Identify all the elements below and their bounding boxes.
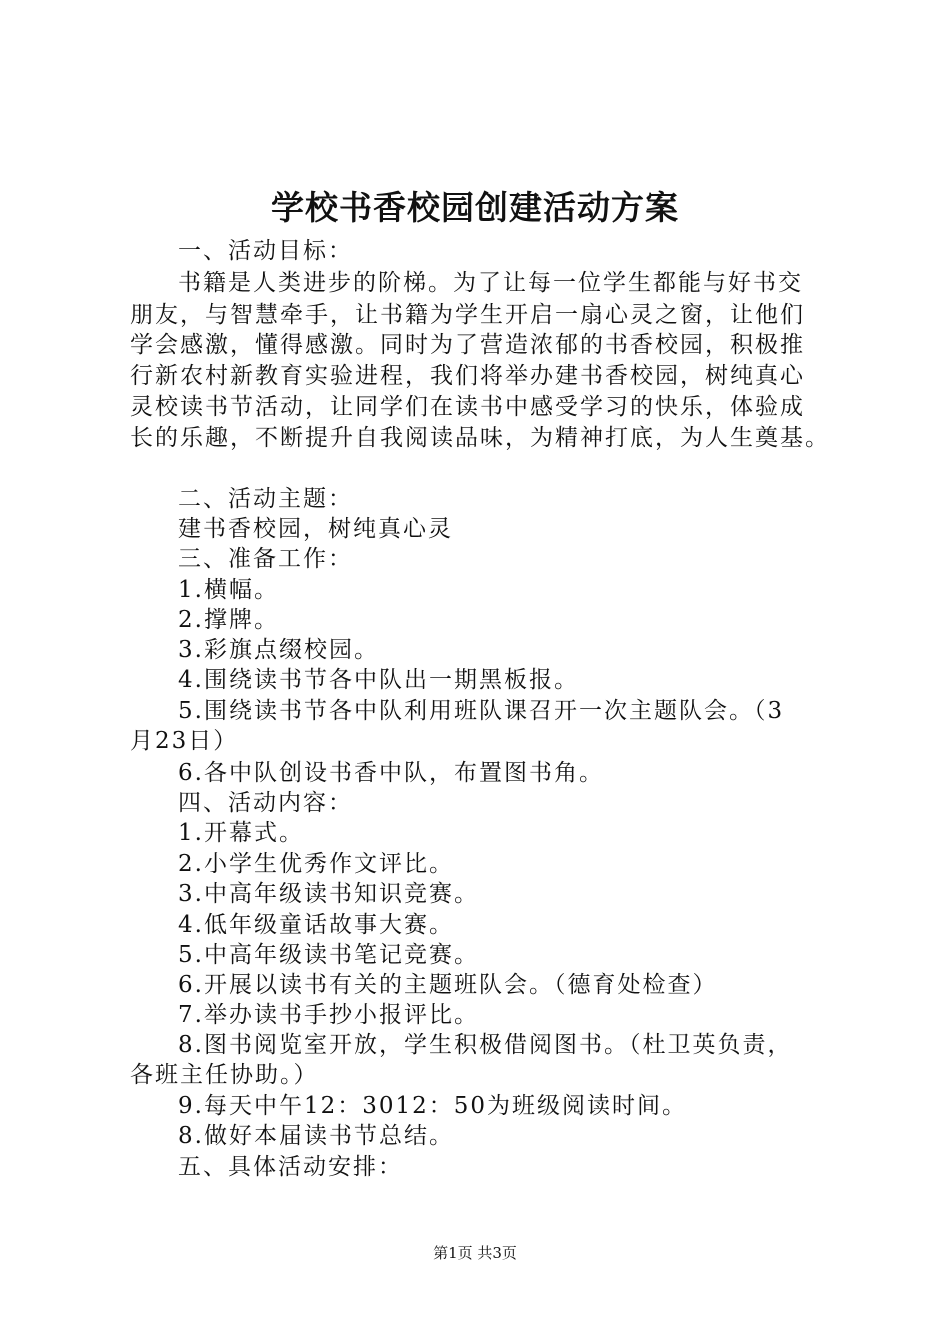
section-1-line-5: 灵校读书节活动，让同学们在读书中感受学习的快乐，体验成 [130,394,805,420]
section-4-item-2: 2.小学生优秀作文评比。 [178,851,454,877]
section-3-item-5: 5.围绕读书节各中队利用班队课召开一次主题队会。（3 [178,698,785,724]
section-1-heading: 一、活动目标： [178,238,353,264]
section-1-line-6: 长的乐趣，不断提升自我阅读品味，为精神打底，为人生奠基。 [130,425,830,451]
section-4-heading: 四、活动内容： [178,790,353,816]
section-3-item-4: 4.围绕读书节各中队出一期黑板报。 [178,667,579,693]
section-1-line-1: 书籍是人类进步的阶梯。为了让每一位学生都能与好书交 [178,270,803,296]
section-1-line-2: 朋友，与智慧牵手，让书籍为学生开启一扇心灵之窗，让他们 [130,302,805,328]
section-4-item-5: 5.中高年级读书笔记竞赛。 [178,942,479,968]
page-footer: 第1页 共3页 [433,1244,517,1262]
section-3-item-1: 1.横幅。 [178,577,279,603]
section-2-theme: 建书香校园，树纯真心灵 [178,516,453,542]
section-3-item-5-cont: 月23日） [130,728,239,754]
section-4-item-1: 1.开幕式。 [178,820,304,846]
section-3-heading: 三、准备工作： [178,546,353,572]
section-4-item-4: 4.低年级童话故事大赛。 [178,912,454,938]
section-4-item-10: 8.做好本届读书节总结。 [178,1123,454,1149]
section-4-item-3: 3.中高年级读书知识竞赛。 [178,881,479,907]
section-3-item-2: 2.撑牌。 [178,607,279,633]
section-3-item-3: 3.彩旗点缀校园。 [178,637,379,663]
section-4-item-8-cont: 各班主任协助。） [130,1062,319,1088]
section-2-heading: 二、活动主题： [178,486,353,512]
section-1-line-4: 行新农村新教育实验进程，我们将举办建书香校园，树纯真心 [130,363,805,389]
section-4-item-7: 7.举办读书手抄小报评比。 [178,1002,479,1028]
document-title: 学校书香校园创建活动方案 [271,188,679,227]
section-4-item-6: 6.开展以读书有关的主题班队会。（德育处检查） [178,972,718,998]
section-4-item-8: 8.图书阅览室开放，学生积极借阅图书。（杜卫英负责， [178,1032,793,1058]
section-5-heading: 五、具体活动安排： [178,1154,403,1180]
section-4-item-9: 9.每天中午12：3012：50为班级阅读时间。 [178,1093,688,1119]
section-1-line-3: 学会感激，懂得感激。同时为了营造浓郁的书香校园，积极推 [130,332,805,358]
section-3-item-6: 6.各中队创设书香中队，布置图书角。 [178,760,604,786]
